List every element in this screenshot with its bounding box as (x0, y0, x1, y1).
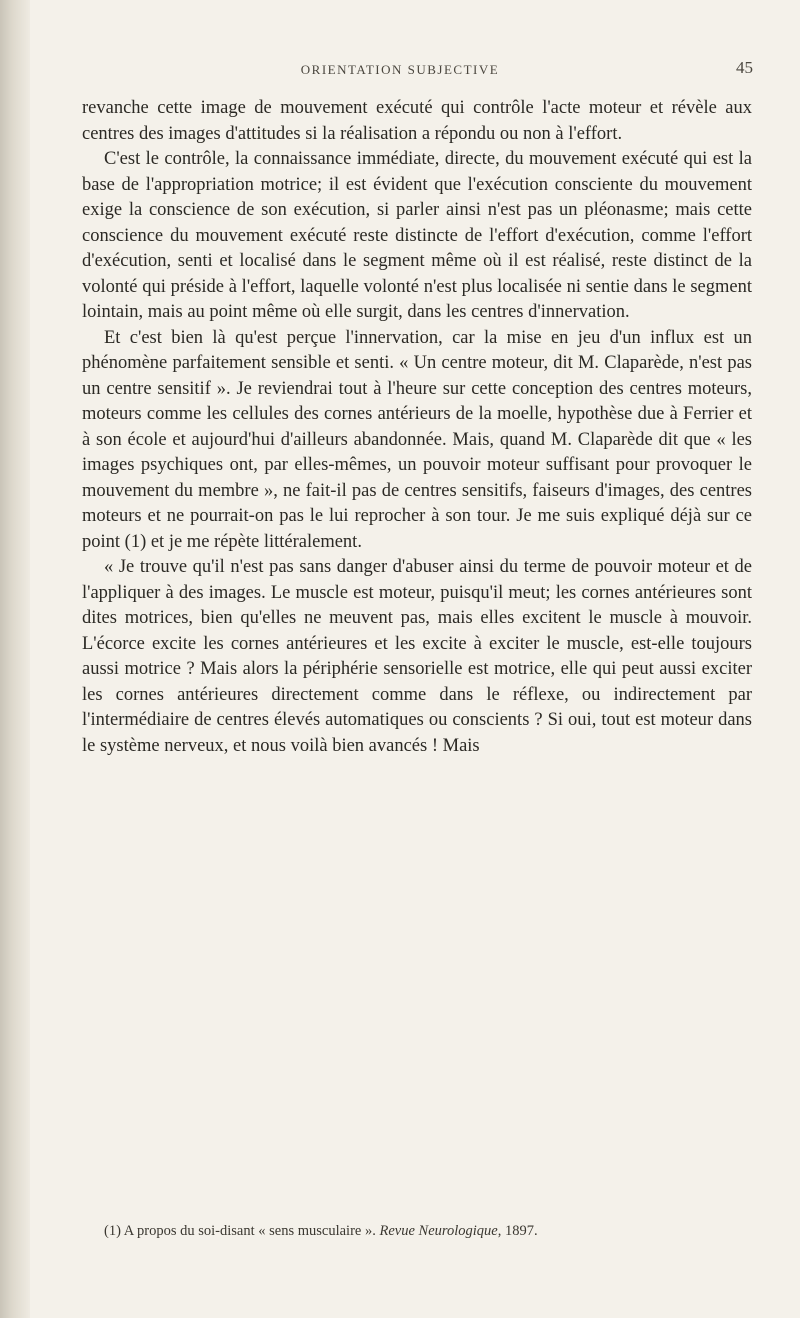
paragraph-1: revanche cette image de mouvement exécuté qui contrôle l'acte moteur et révèle aux centres des images d'attitudes si la réalisation a répondu ou non à l'effort. (82, 98, 752, 144)
footnote-year: , 1897. (497, 1223, 538, 1239)
footnote (82, 1222, 752, 1240)
running-title: ORIENTATION SUBJECTIVE (300, 62, 500, 77)
footnote-journal: Revue Neurologique (379, 1223, 498, 1239)
paragraph-2: C'est le contrôle, la connaissance immédiate, directe, du mouvement exécuté qui est la base de l'appropriation motrice; il est évident que l'exécution consciente du mouvement exige la conscience de son exécution, si parler ainsi n'est pas un pléonasme; mais cette conscience du mouvement exécuté reste distincte de l'effort d'exécution, comme l'effort d'exécution, senti et localisé dans le segment même où il est réalisé, reste distinct de la volonté qui préside à l'effort, laquelle volonté n'est plus localisée ni sentie dans le segment lointain, mais au point même où elle surgit, dans les centres d'innervation. (82, 149, 752, 322)
page-number: 45 (736, 58, 753, 77)
body-text (82, 96, 752, 759)
paragraph-3: Et c'est bien là qu'est perçue l'innervation, car la mise en jeu d'un influx est un phénomène parfaitement sensible et senti. « Un centre moteur, dit M. Claparède, n'est pas un centre sensitif ». Je reviendrai tout à l'heure sur cette conception des centres moteurs, moteurs comme les cellules des cornes antérieurs de la moelle, hypothèse due à Ferrier et à son école et aujourd'hui d'ailleurs abandonnée. Mais, quand M. Claparède dit que « les images psychiques ont, par elles-mêmes, un pouvoir moteur suffisant pour provoquer le mouvement du membre », ne fait-il pas de centres sensitifs, faiseurs d'images, des centres moteurs et ne pourrait-on pas le lui reprocher à son tour. Je me suis expliqué déjà sur ce point (1) et je me répète littéralement. (82, 327, 752, 552)
binding-edge (0, 0, 30, 1318)
footnote-text: (1) A propos du soi-disant « sens musculaire ». (104, 1223, 380, 1239)
paragraph-4: « Je trouve qu'il n'est pas sans danger d'abuser ainsi du terme de pouvoir moteur et de l'appliquer à des images. Le muscle est moteur, puisqu'il meut; les cornes antérieures sont dites motrices, bien qu'elles ne meuvent pas, mais elles excitent le muscle à mouvoir. L'écorce excite les cornes antérieures et les excite à exciter le muscle, est-elle toujours aussi motrice ? Mais alors la périphérie sensorielle est motrice, elle qui peut aussi exciter les cornes antérieures directement comme dans le réflexe, ou indirectement par l'intermédiaire de centres élevés automatiques ou conscients ? Si oui, tout est moteur dans le système nerveux, et nous voilà bien avancés ! Mais (82, 557, 752, 756)
